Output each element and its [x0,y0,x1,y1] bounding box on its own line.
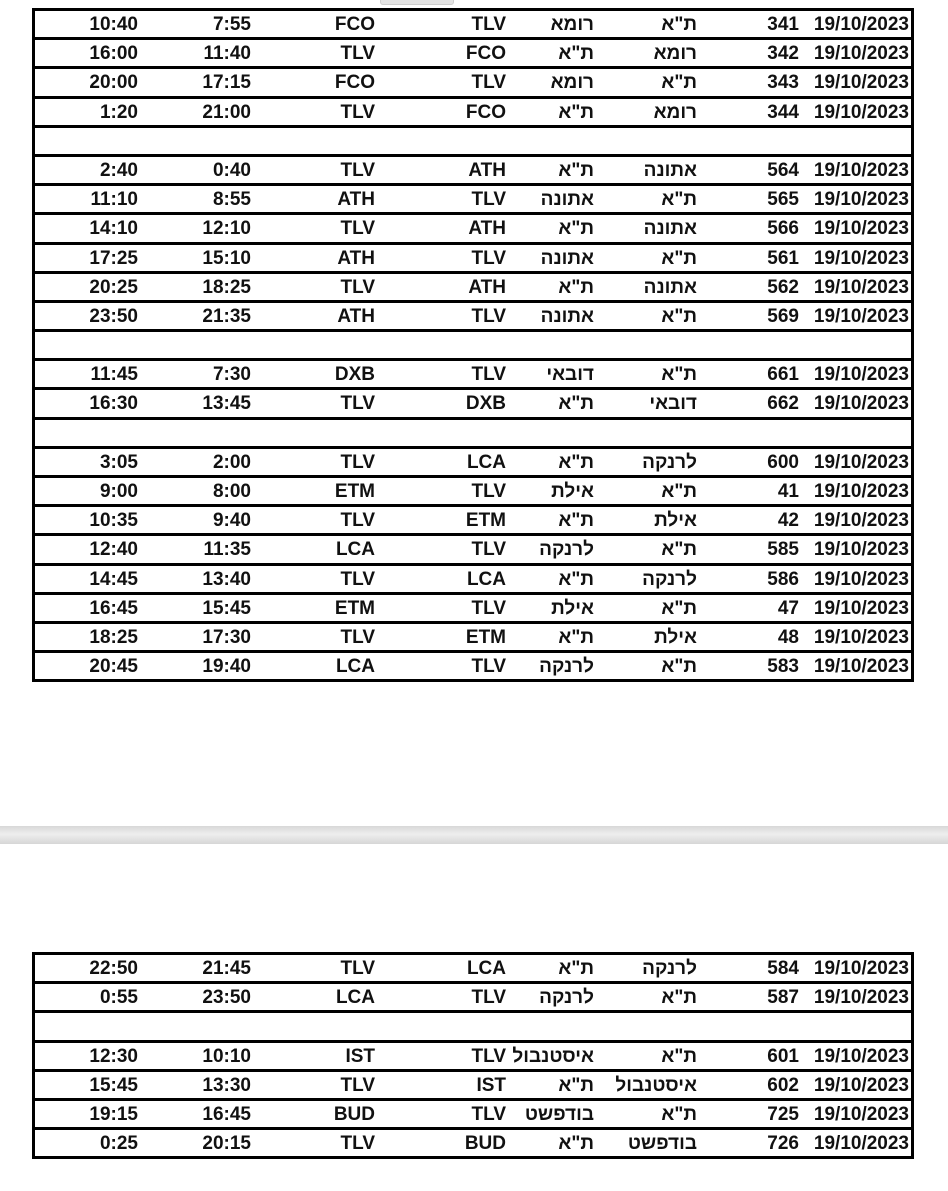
flight-number-cell: 565 [767,189,799,211]
destination-city-cell: ת"א [558,43,594,65]
origin-code-cell: LCA [466,568,506,590]
table-row [35,952,911,981]
origin-city-cell: אילת [654,626,697,648]
arrival-time-cell: 10:40 [89,14,138,35]
origin-city-cell: ת"א [661,1103,697,1125]
origin-code-cell: TLV [471,1103,506,1125]
origin-city-cell: ת"א [661,189,697,211]
date-cell: 19/10/2023 [813,481,909,502]
destination-code-cell: TLV [340,958,375,979]
flight-number-cell: 342 [767,43,799,65]
destination-code-cell: LCA [335,987,375,1009]
origin-city-cell: ת"א [661,987,697,1009]
departure-time-cell: 7:30 [212,364,251,386]
origin-code-cell: TLV [471,72,506,94]
arrival-time-cell: 23:50 [89,305,138,327]
date-cell: 19/10/2023 [813,43,909,65]
origin-code-cell: TLV [471,364,506,386]
destination-code-cell: TLV [340,510,375,532]
date-cell: 19/10/2023 [813,14,909,35]
destination-city-cell: ת"א [558,451,594,473]
destination-city-cell: אתונה [540,305,594,327]
destination-city-cell: ת"א [558,276,594,298]
destination-city-cell: ת"א [558,958,594,979]
arrival-time-cell: 0:25 [99,1133,138,1155]
flight-number-cell: 566 [767,218,799,240]
table-row [35,1127,911,1156]
destination-city-cell: בודפשט [524,1103,594,1125]
destination-city-cell: ת"א [558,218,594,240]
origin-code-cell: DXB [465,393,506,415]
departure-time-cell: 11:35 [203,539,251,561]
origin-code-cell: FCO [465,43,506,65]
origin-city-cell: אתונה [643,159,697,181]
destination-city-cell: אתונה [540,247,594,269]
origin-code-cell: TLV [471,481,506,502]
origin-city-cell: לרנקה [642,568,697,590]
departure-time-cell: 16:45 [202,1103,251,1125]
flight-number-cell: 584 [767,958,799,979]
departure-time-cell: 18:25 [202,276,251,298]
departure-time-cell: 11:40 [203,43,251,65]
arrival-time-cell: 18:25 [89,626,138,648]
arrival-time-cell: 16:30 [89,393,138,415]
flight-number-cell: 341 [767,14,799,35]
destination-city-cell: ת"א [558,159,594,181]
table-row [35,242,911,271]
date-cell: 19/10/2023 [813,218,909,240]
flight-number-cell: 41 [777,481,799,502]
destination-city-cell: דובאי [546,364,594,386]
table-row [35,533,911,562]
date-cell: 19/10/2023 [813,626,909,648]
destination-code-cell: LCA [335,656,375,678]
flight-number-cell: 585 [767,539,799,561]
origin-code-cell: ATH [468,159,506,181]
origin-city-cell: בודפשט [627,1133,697,1155]
origin-code-cell: TLV [471,539,506,561]
departure-time-cell: 7:55 [212,14,251,35]
date-cell: 19/10/2023 [813,656,909,678]
origin-code-cell: TLV [471,247,506,269]
date-cell: 19/10/2023 [813,451,909,473]
destination-city-cell: ת"א [558,101,594,123]
destination-city-cell: רומא [550,14,594,35]
flight-number-cell: 587 [767,987,799,1009]
flight-number-cell: 42 [777,510,799,532]
origin-code-cell: TLV [471,597,506,619]
date-cell: 19/10/2023 [813,568,909,590]
destination-city-cell: איסטנבול [512,1045,594,1067]
table-row [35,96,911,125]
arrival-time-cell: 9:00 [99,481,138,502]
arrival-time-cell: 12:30 [89,1045,138,1067]
origin-code-cell: ATH [468,218,506,240]
origin-city-cell: ת"א [661,305,697,327]
destination-code-cell: TLV [340,451,375,473]
departure-time-cell: 9:40 [212,510,251,532]
departure-time-cell: 13:30 [202,1074,251,1096]
arrival-time-cell: 3:05 [99,451,138,473]
table-row [35,475,911,504]
arrival-time-cell: 14:45 [89,568,138,590]
origin-city-cell: ת"א [661,364,697,386]
date-cell: 19/10/2023 [813,597,909,619]
departure-time-cell: 8:00 [212,481,251,502]
origin-code-cell: ATH [468,276,506,298]
date-cell: 19/10/2023 [813,247,909,269]
destination-code-cell: ATH [337,247,375,269]
arrival-time-cell: 10:35 [89,510,138,532]
destination-city-cell: אילת [551,597,594,619]
origin-city-cell: דובאי [649,393,697,415]
destination-code-cell: TLV [340,393,375,415]
flight-number-cell: 48 [777,626,799,648]
table-row [35,212,911,241]
departure-time-cell: 23:50 [202,987,251,1009]
origin-city-cell: אתונה [643,218,697,240]
flight-schedule-table-page-2 [32,952,914,1159]
destination-code-cell: TLV [340,276,375,298]
destination-city-cell: אתונה [540,189,594,211]
origin-city-cell: ת"א [661,656,697,678]
table-row [35,1069,911,1098]
departure-time-cell: 21:45 [202,958,251,979]
departure-time-cell: 21:35 [202,305,251,327]
destination-city-cell: רומא [550,72,594,94]
flight-number-cell: 661 [767,364,799,386]
arrival-time-cell: 11:45 [90,364,138,386]
departure-time-cell: 19:40 [202,656,251,678]
toolbar-tab-edge [380,0,454,5]
flight-number-cell: 344 [767,101,799,123]
origin-city-cell: ת"א [661,481,697,502]
origin-city-cell: ת"א [661,539,697,561]
arrival-time-cell: 2:40 [99,159,138,181]
flight-number-cell: 343 [767,72,799,94]
origin-code-cell: TLV [471,656,506,678]
departure-time-cell: 2:00 [212,451,251,473]
destination-code-cell: TLV [340,626,375,648]
departure-time-cell: 17:30 [202,626,251,648]
destination-city-cell: ת"א [558,1133,594,1155]
destination-code-cell: ATH [337,189,375,211]
destination-city-cell: לרנקה [539,987,594,1009]
destination-code-cell: ETM [334,597,375,619]
origin-code-cell: LCA [466,451,506,473]
destination-code-cell: ATH [337,305,375,327]
origin-city-cell: ת"א [661,72,697,94]
date-cell: 19/10/2023 [813,987,909,1009]
departure-time-cell: 20:15 [202,1133,251,1155]
arrival-time-cell: 17:25 [89,247,138,269]
destination-code-cell: FCO [334,14,375,35]
origin-code-cell: FCO [465,101,506,123]
table-row-blank [35,329,911,358]
destination-city-cell: לרנקה [539,656,594,678]
departure-time-cell: 15:10 [202,247,251,269]
arrival-time-cell: 14:10 [89,218,138,240]
table-row [35,37,911,66]
destination-code-cell: TLV [340,1074,375,1096]
destination-code-cell: TLV [340,1133,375,1155]
date-cell: 19/10/2023 [813,1074,909,1096]
arrival-time-cell: 15:45 [89,1074,138,1096]
destination-code-cell: TLV [340,101,375,123]
date-cell: 19/10/2023 [813,510,909,532]
date-cell: 19/10/2023 [813,1133,909,1155]
origin-code-cell: ETM [465,626,506,648]
origin-city-cell: ת"א [661,597,697,619]
origin-city-cell: רומא [653,43,697,65]
departure-time-cell: 12:10 [202,218,251,240]
table-row [35,1098,911,1127]
date-cell: 19/10/2023 [813,189,909,211]
destination-code-cell: ETM [334,481,375,502]
origin-city-cell: אילת [654,510,697,532]
flight-number-cell: 562 [767,276,799,298]
arrival-time-cell: 12:40 [89,539,138,561]
departure-time-cell: 10:10 [202,1045,251,1067]
origin-city-cell: איסטנבול [615,1074,697,1096]
flight-number-cell: 726 [767,1133,799,1155]
destination-city-cell: ת"א [558,510,594,532]
arrival-time-cell: 0:55 [99,987,138,1009]
departure-time-cell: 8:55 [212,189,251,211]
origin-city-cell: ת"א [661,247,697,269]
flight-number-cell: 47 [777,597,799,619]
origin-code-cell: TLV [471,189,506,211]
origin-code-cell: TLV [471,305,506,327]
date-cell: 19/10/2023 [813,958,909,979]
flight-number-cell: 725 [767,1103,799,1125]
table-row [35,981,911,1010]
origin-city-cell: רומא [653,101,697,123]
destination-code-cell: DXB [334,364,375,386]
table-row-blank [35,1010,911,1039]
destination-city-cell: ת"א [558,393,594,415]
table-row-blank [35,417,911,446]
table-row [35,563,911,592]
destination-code-cell: TLV [340,568,375,590]
destination-city-cell: אילת [551,481,594,502]
arrival-time-cell: 20:45 [89,656,138,678]
date-cell: 19/10/2023 [813,305,909,327]
destination-code-cell: LCA [335,539,375,561]
destination-city-cell: לרנקה [539,539,594,561]
date-cell: 19/10/2023 [813,159,909,181]
date-cell: 19/10/2023 [813,276,909,298]
flight-number-cell: 601 [767,1045,799,1067]
date-cell: 19/10/2023 [813,364,909,386]
origin-code-cell: ETM [465,510,506,532]
table-row [35,387,911,416]
flight-number-cell: 569 [767,305,799,327]
table-row [35,300,911,329]
origin-city-cell: אתונה [643,276,697,298]
departure-time-cell: 15:45 [202,597,251,619]
table-row [35,271,911,300]
flight-number-cell: 600 [767,451,799,473]
table-row [35,621,911,650]
origin-city-cell: לרנקה [642,451,697,473]
destination-code-cell: TLV [340,218,375,240]
flight-schedule-table-page-1 [32,8,914,682]
date-cell: 19/10/2023 [813,72,909,94]
arrival-time-cell: 20:25 [89,276,138,298]
arrival-time-cell: 20:00 [89,72,138,94]
origin-city-cell: ת"א [661,1045,697,1067]
date-cell: 19/10/2023 [813,1045,909,1067]
destination-code-cell: IST [345,1045,375,1067]
flight-number-cell: 602 [767,1074,799,1096]
departure-time-cell: 13:40 [202,568,251,590]
table-row [35,446,911,475]
departure-time-cell: 13:45 [202,393,251,415]
departure-time-cell: 0:40 [212,159,251,181]
table-row [35,66,911,95]
destination-city-cell: ת"א [558,568,594,590]
arrival-time-cell: 19:15 [89,1103,138,1125]
origin-code-cell: IST [476,1074,506,1096]
table-row [35,358,911,387]
flight-number-cell: 561 [767,247,799,269]
destination-city-cell: ת"א [558,626,594,648]
origin-code-cell: BUD [464,1133,506,1155]
arrival-time-cell: 11:10 [90,189,138,211]
table-row [35,504,911,533]
arrival-time-cell: 16:45 [89,597,138,619]
table-row [35,1040,911,1069]
table-row-blank [35,125,911,154]
date-cell: 19/10/2023 [813,393,909,415]
departure-time-cell: 17:15 [202,72,251,94]
arrival-time-cell: 22:50 [89,958,138,979]
destination-code-cell: TLV [340,159,375,181]
table-row [35,183,911,212]
table-row [35,592,911,621]
date-cell: 19/10/2023 [813,101,909,123]
table-row [35,650,911,679]
origin-code-cell: LCA [466,958,506,979]
flight-number-cell: 564 [767,159,799,181]
page-separator [0,826,948,844]
arrival-time-cell: 16:00 [89,43,138,65]
arrival-time-cell: 1:20 [99,101,138,123]
origin-city-cell: לרנקה [642,958,697,979]
destination-code-cell: TLV [340,43,375,65]
date-cell: 19/10/2023 [813,1103,909,1125]
destination-city-cell: ת"א [558,1074,594,1096]
origin-code-cell: TLV [471,987,506,1009]
origin-code-cell: TLV [471,14,506,35]
flight-number-cell: 586 [767,568,799,590]
flight-number-cell: 583 [767,656,799,678]
departure-time-cell: 21:00 [202,101,251,123]
destination-code-cell: FCO [334,72,375,94]
origin-code-cell: TLV [471,1045,506,1067]
origin-city-cell: ת"א [661,14,697,35]
flight-number-cell: 662 [767,393,799,415]
destination-code-cell: BUD [333,1103,375,1125]
table-row [35,154,911,183]
table-row [35,8,911,37]
date-cell: 19/10/2023 [813,539,909,561]
